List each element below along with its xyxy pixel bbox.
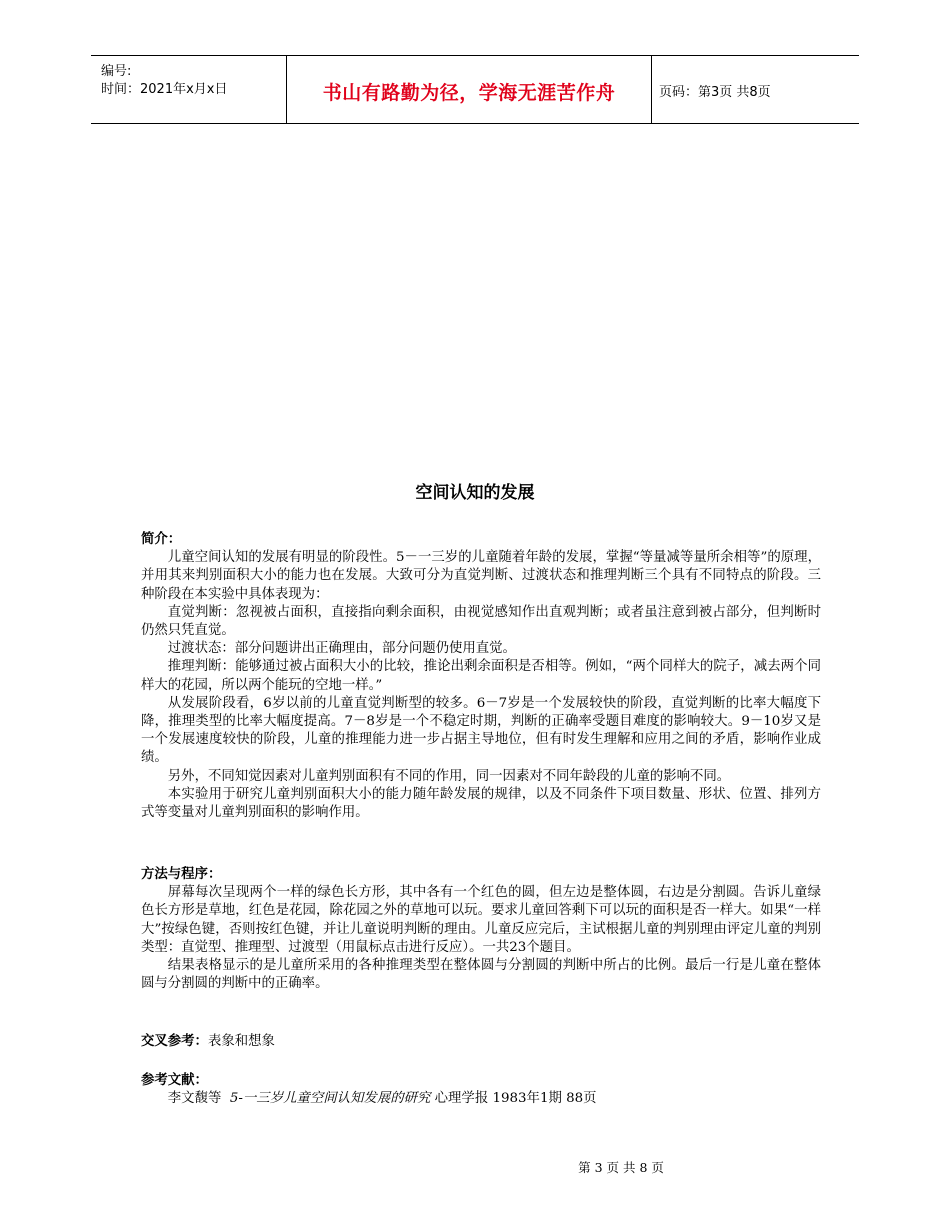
cross-reference-heading: 交叉参考： [141,1034,208,1049]
method-paragraph: 结果表格显示的是儿童所采用的各种推理类型在整体圆与分割圆的判断中所占的比例。最后一行是儿童在整体圆与分割圆的判断中的正确率。 [141,958,821,992]
page-header [91,55,859,124]
header-motto: 书山有路勤为径，学海无涯苦作舟 [322,82,616,104]
references-heading: 参考文献： [141,1073,208,1088]
header-page-info: 页码：第3页 共8页 [659,85,771,100]
method-paragraph: 屏幕每次呈现两个一样的绿色长方形，其中各有一个红色的圆，但左边是整体圆，右边是分割圆。告诉儿童绿色长方形是草地，红色是花园，除花园之外的草地可以玩。要求儿童回答剩下可以玩的面积是否一样大。如果“一样大”按绿色键，否则按红色键，并让儿童说明判断的理由。儿童反应完后，主试根据儿童的判别理由评定儿童的判别类型：直觉型、推理型、过渡型（用鼠标点击进行反应）。一共23个题目。 [141,885,821,955]
method-section [141,866,821,993]
reference-source: 心理学报 1983年1期 88页 [434,1091,597,1107]
reference-author: 李文馥等 [167,1091,222,1107]
document-title: 空间认知的发展 [415,483,535,503]
cross-reference-text: 表象和想象 [207,1034,275,1049]
intro-paragraph: 推理判断：能够通过被占面积大小的比较，推论出剩余面积是否相等。例如，“两个同样大的院子，减去两个同样大的花园，所以两个能玩的空地一样。” [141,659,821,693]
intro-paragraph: 另外，不同知觉因素对儿童判别面积有不同的作用，同一因素对不同年龄段的儿童的影响不同。 [167,768,731,784]
intro-paragraph: 儿童空间认知的发展有明显的阶段性。5－一三岁的儿童随着年龄的发展，掌握“等量减等量所余相等”的原理，并用其来判别面积大小的能力也在发展。大致可分为直觉判断、过渡状态和推理判断三个具有不同特点的阶段。三种阶段在本实验中具体表现为： [141,550,821,602]
intro-section [141,531,821,822]
method-heading: 方法与程序： [141,867,222,882]
intro-paragraph: 直觉判断：忽视被占面积，直接指向剩余面积，由视觉感知作出直观判断；或者虽注意到被占部分，但判断时仍然只凭直觉。 [141,604,821,639]
intro-heading: 简介： [141,532,182,547]
intro-paragraph: 从发展阶段看，6岁以前的儿童直觉判断型的较多。6－7岁是一个发展较快的阶段，直觉判断的比率大幅度下降，推理类型的比率大幅度提高。7－8岁是一个不稳定时期，判断的正确率受题目难度的影响较大。9－10岁又是一个发展速度较快的阶段，儿童的推理能力进一步占据主导地位，但有时发生理解和应用之间的矛盾，影响作业成绩。 [141,695,821,766]
references-section [141,1072,821,1108]
document-time-label: 时间：2021年x月x日 [101,82,228,97]
header-page-cell [651,56,859,123]
intro-paragraph: 本实验用于研究儿童判别面积大小的能力随年龄发展的规律，以及不同条件下项目数量、形状、位置、排列方式等变量对儿童判别面积的影响作用。 [141,786,821,821]
document-number-label: 编号: [101,64,132,79]
header-meta-cell [91,56,286,123]
page-footer: 第 3 页 共 8 页 [578,1160,664,1175]
cross-reference-section [141,1033,821,1051]
header-motto-cell [286,56,652,123]
reference-entry [141,1090,821,1108]
reference-title: 5-一三岁儿童空间认知发展的研究 [229,1091,431,1107]
intro-paragraph: 过渡状态：部分问题讲出正确理由，部分问题仍使用直觉。 [167,641,516,657]
